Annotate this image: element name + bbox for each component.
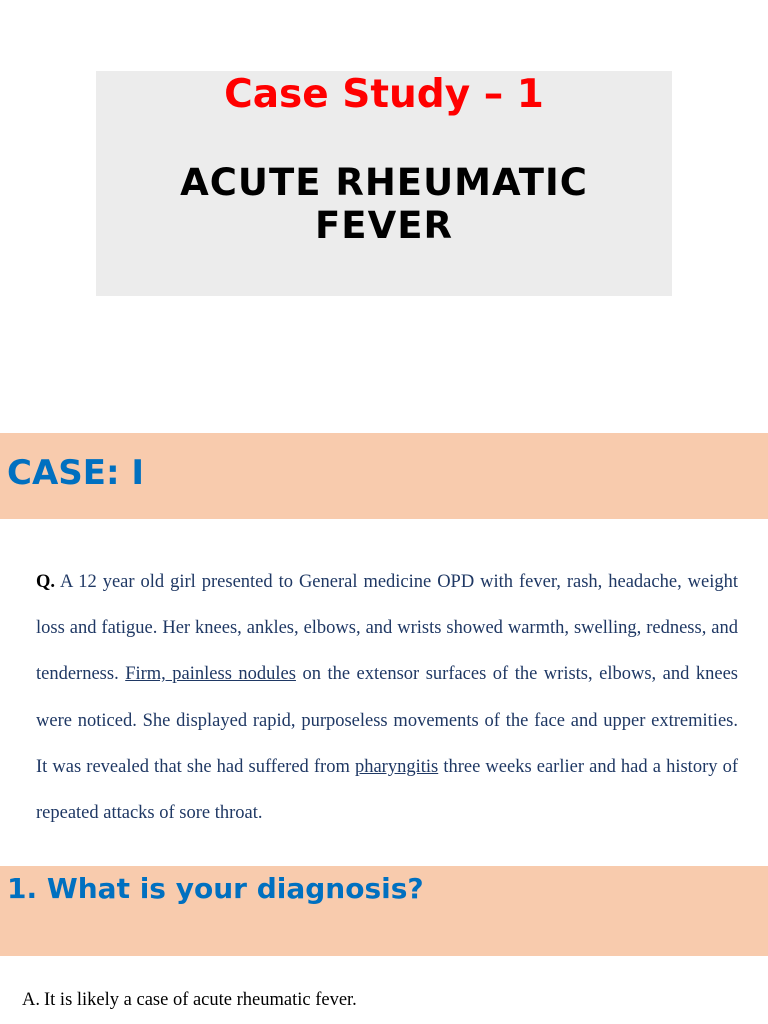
nodules-link[interactable]: Firm, painless nodules bbox=[125, 664, 296, 685]
topic-title-line-2: FEVER bbox=[315, 204, 453, 247]
question-text-part-1: A 12 year old girl presented to General medicine OPD with fever, rash, headache, weight loss and fatigue. Her knees, ankles, elbows, and wrists showed warmth, swelling, redness, and tenderness. bbox=[36, 572, 738, 685]
title-box bbox=[96, 71, 672, 296]
pharyngitis-link[interactable]: pharyngitis bbox=[354, 756, 439, 777]
topic-title-line-1: ACUTE RHEUMATIC bbox=[180, 161, 588, 204]
case-heading: CASE: I bbox=[7, 453, 145, 493]
case-question-paragraph bbox=[36, 559, 738, 836]
answer-paragraph bbox=[22, 987, 357, 1013]
answer-label: A. bbox=[22, 990, 40, 1010]
topic-title bbox=[96, 161, 672, 247]
answer-text: It is likely a case of acute rheumatic fever. bbox=[44, 990, 357, 1010]
question-text-part-2: on the extensor surfaces of the wrists, elbows, and knees were noticed. She displayed rapid, purposeless movements of the face and upper extremities. It was revealed that she had suffered from bbox=[36, 664, 738, 777]
question-text-part-3: three weeks earlier and had a history of repeated attacks of sore throat. bbox=[36, 756, 738, 824]
question-label: Q. bbox=[36, 572, 56, 592]
case-study-title: Case Study – 1 bbox=[224, 72, 544, 117]
question-1-heading: 1. What is your diagnosis? bbox=[7, 872, 424, 905]
